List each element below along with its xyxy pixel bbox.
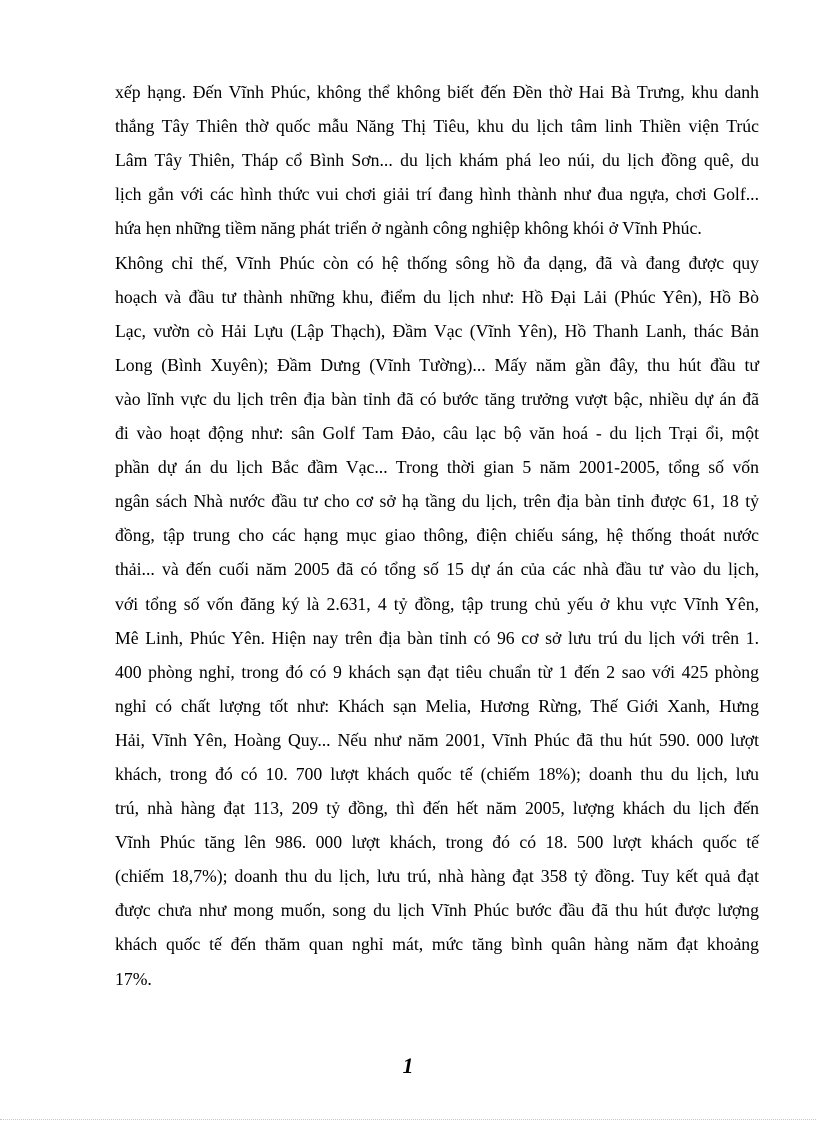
body-text-line: Lâm Tây Thiên, Tháp cổ Bình Sơn... du lịch khám phá leo núi, du lịch đồng quê, du <box>115 150 759 170</box>
body-text-line: ngân sách Nhà nước đầu tư cho cơ sở hạ tầng du lịch, trên địa bàn tỉnh được 61, 18 tỷ <box>115 491 759 511</box>
body-text-line: vào lĩnh vực du lịch trên địa bàn tỉnh đã có bước tăng trưởng vượt bậc, nhiều dự án đã <box>115 389 759 409</box>
body-text-line: đồng, tập trung cho các hạng mục giao thông, điện chiếu sáng, hệ thống thoát nước <box>115 525 759 545</box>
body-text-line: nghỉ có chất lượng tốt như: Khách sạn Melia, Hương Rừng, Thế Giới Xanh, Hưng <box>115 696 759 716</box>
body-text-line: (chiếm 18,7%); doanh thu du lịch, lưu trú, nhà hàng đạt 358 tỷ đồng. Tuy kết quả đạt <box>115 866 759 886</box>
body-text-line: Hải, Vĩnh Yên, Hoàng Quy... Nếu như năm 2001, Vĩnh Phúc đã thu hút 590. 000 lượt <box>115 730 759 750</box>
body-text-line: Không chỉ thế, Vĩnh Phúc còn có hệ thống sông hồ đa dạng, đã và đang được quy <box>115 253 759 273</box>
body-text-line: thắng Tây Thiên thờ quốc mẫu Năng Thị Tiêu, khu du lịch tâm linh Thiền viện Trúc <box>115 116 759 136</box>
body-text-line: Mê Linh, Phúc Yên. Hiện nay trên địa bàn tỉnh có 96 cơ sở lưu trú du lịch với trên 1. <box>115 628 759 648</box>
body-text-line: thải... và đến cuối năm 2005 đã có tổng số 15 dự án của các nhà đầu tư vào du lịch, <box>115 559 759 579</box>
body-text-line: khách quốc tế đến thăm quan nghỉ mát, mức tăng bình quân hàng năm đạt khoảng <box>115 934 759 954</box>
body-text-line: Vĩnh Phúc tăng lên 986. 000 lượt khách, trong đó có 18. 500 lượt khách quốc tế <box>115 832 759 852</box>
body-text-line: Long (Bình Xuyên); Đầm Dưng (Vĩnh Tường)... Mấy năm gần đây, thu hút đầu tư <box>115 355 759 375</box>
body-text-line: lịch gắn với các hình thức vui chơi giải trí đang hình thành như đua ngựa, chơi Golf... <box>115 184 759 204</box>
body-text-line: đi vào hoạt động như: sân Golf Tam Đảo, câu lạc bộ văn hoá - du lịch Trại ổi, một <box>115 423 759 443</box>
body-text-line: được chưa như mong muốn, song du lịch Vĩnh Phúc bước đầu đã thu hút được lượng <box>115 900 759 920</box>
body-text-line: trú, nhà hàng đạt 113, 209 tỷ đồng, thì đến hết năm 2005, lượng khách du lịch đến <box>115 798 759 818</box>
body-text-line: xếp hạng. Đến Vĩnh Phúc, không thể không biết đến Đền thờ Hai Bà Trưng, khu danh <box>115 82 759 102</box>
body-text-line: Lạc, vườn cò Hải Lựu (Lập Thạch), Đầm Vạc (Vĩnh Yên), Hồ Thanh Lanh, thác Bản <box>115 321 759 341</box>
body-text-line: 400 phòng nghỉ, trong đó có 9 khách sạn đạt tiêu chuẩn từ 1 đến 2 sao với 425 phòng <box>115 662 759 682</box>
body-text-line: 17%. <box>115 969 152 989</box>
body-text-line: khách, trong đó có 10. 700 lượt khách quốc tế (chiếm 18%); doanh thu du lịch, lưu <box>115 764 759 784</box>
page-bottom-border <box>0 1119 816 1120</box>
body-text-line: hoạch và đầu tư thành những khu, điểm du lịch như: Hồ Đại Lải (Phúc Yên), Hồ Bò <box>115 287 759 307</box>
body-text-line: phần dự án du lịch Bắc đầm Vạc... Trong thời gian 5 năm 2001-2005, tổng số vốn <box>115 457 759 477</box>
body-text-line: với tổng số vốn đăng ký là 2.631, 4 tỷ đồng, tập trung chủ yếu ở khu vực Vĩnh Yên, <box>115 594 759 614</box>
page-number: 1 <box>402 1053 414 1078</box>
body-text-line: hứa hẹn những tiềm năng phát triển ở ngành công nghiệp không khói ở Vĩnh Phúc. <box>115 218 702 238</box>
